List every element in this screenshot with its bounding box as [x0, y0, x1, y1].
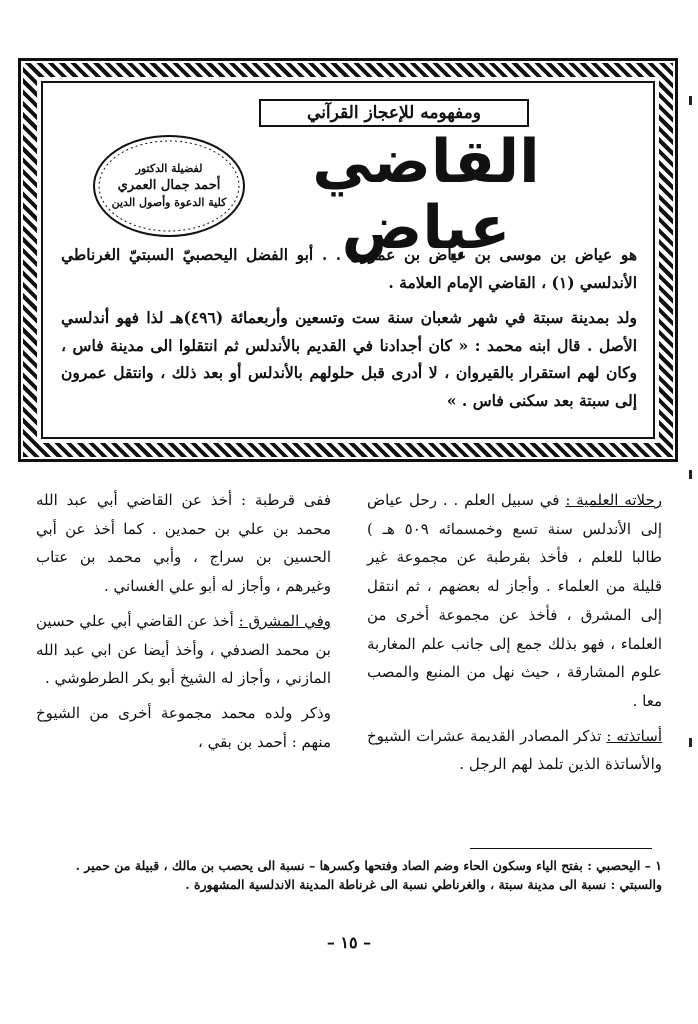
- scan-mark: [689, 470, 692, 479]
- travels-text: في سبيل العلم . . رحل عياض إلى الأندلس سنة تسع وخمسمائه ٥٠٩ هـ ) طالبا للعلم ، فأخذ بقرطبة عن مجموعة غير قليلة من العلماء . وأجاز له بعضهم ، ثم انتقل إلى المشرق ، فأخذ عن مجموعة أخرى من العلماء ، فهو بذلك جمع إلى جانب علم المغاربة علوم المشارقة ، حيث نهل من المنبع والمصب معا .: [367, 491, 663, 710]
- east-paragraph: [36, 607, 331, 693]
- teachers-text: تذكر المصادر القديمة عشرات الشيوخ والأساتذة الذين تلمذ لهم الرجل .: [367, 726, 662, 774]
- seal-line-2: أحمد جمال العمري: [117, 177, 221, 193]
- page-title: القاضي عياض: [312, 127, 540, 263]
- scan-mark: [689, 738, 692, 747]
- travels-heading: رحلاته العلمية :: [565, 491, 663, 509]
- east-text: أخذ عن القاضي أبي علي حسين بن محمد الصدفي ، وأخذ أيضا عن ابي عبد الله المازني ، وأجاز له الشيخ أبو بكر الطرطوشي .: [36, 611, 331, 688]
- footnote-1: ١ – اليحصبي : بفتح الياء وسكون الحاء وضم الصاد وفتحها وكسرها – نسبة الى يحصب بن مالك ، قبيلة من حمير .: [75, 858, 662, 873]
- others-paragraph: وذكر ولده محمد مجموعة أخرى من الشيوخ منهم : أحمد بن بقي ،: [36, 703, 331, 751]
- teachers-heading: أساتذته :: [606, 726, 662, 745]
- scan-mark: [689, 96, 692, 105]
- left-column: [36, 486, 331, 756]
- travels-paragraph: [367, 486, 662, 716]
- page-number: – ١٥ –: [326, 933, 372, 952]
- footnotes: [46, 856, 662, 894]
- intro-paragraph-2: ولد بمدينة سبتة في شهر شعبان سنة ست وتسعين وأربعمائة (٤٩٦)هـ لذا فهو أندلسي الأصل . قال ابنه محمد : « كان أجدادنا في القديم بالأندلس ثم انتقلوا الى مدينة فاس ، وكان لهم استقرار بالقيروان ، لا أدرى قبل حلولهم بالأندلس أو بعد ذلك ، وانتقل عمرون إلى سبتة بعد سكنى فاس . »: [61, 308, 637, 410]
- teachers-paragraph: [367, 722, 662, 779]
- subtitle: ومفهومه للإعجاز القرآني: [307, 103, 481, 123]
- footnote-divider: [470, 848, 652, 849]
- subtitle-box: [259, 99, 529, 127]
- seal-line-1: لفضيلة الدكتور: [135, 161, 203, 175]
- right-column: [367, 486, 662, 779]
- decorative-frame: [18, 58, 678, 462]
- author-seal: [91, 133, 247, 239]
- intro-text: [61, 241, 637, 414]
- seal-text: [91, 133, 247, 239]
- footnote-2: والسبتي : نسبة الى مدينة سبتة ، والغرناطي نسبة الى غرناطة المدينة الاندلسية المشهورة .: [185, 877, 662, 892]
- seal-line-3: كلية الدعوة وأصول الدين: [111, 196, 227, 210]
- east-heading: وفي المشرق :: [238, 611, 331, 630]
- intro-paragraph-1: هو عياض بن موسى بن عياض بن عمرون . . أبو الفضل اليحصبيّ السبتيّ الغرناطي الأندلسي (١) ، القاضي الإمام العلامة .: [61, 245, 637, 292]
- cordoba-paragraph: ففى قرطبة : أخذ عن القاضي أبي عبد الله محمد بن علي بن حمدين . كما أخذ عن أبي الحسين بن سراج ، وأبي محمد بن عتاب وغيرهم ، وأجاز له أبو علي الغساني .: [36, 491, 331, 596]
